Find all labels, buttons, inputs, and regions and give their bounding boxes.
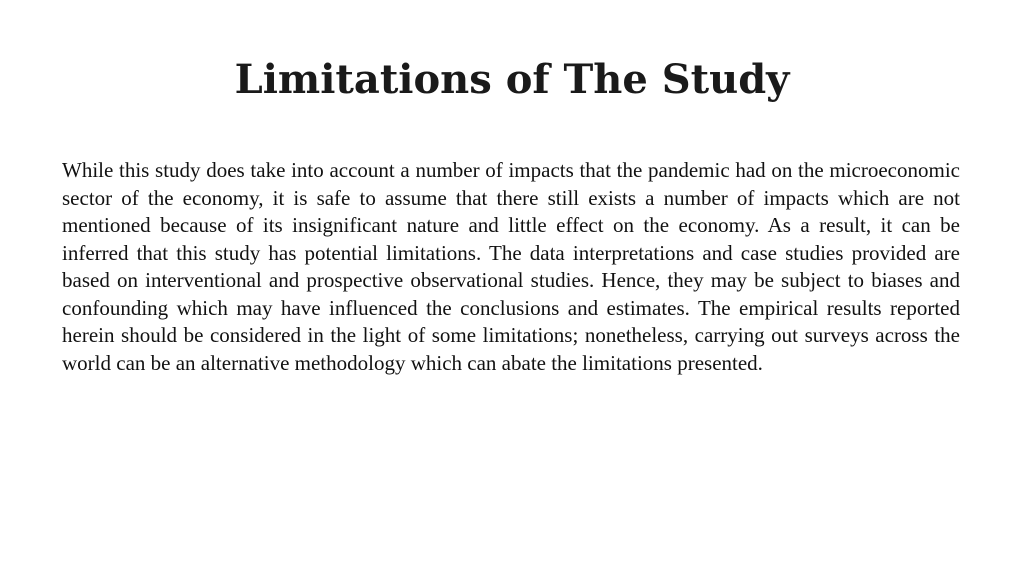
slide-body-paragraph: While this study does take into account a number of impacts that the pandemic had on the microeconomic sector of the economy, it is safe to assume that there still exists a number of impacts which are not mentioned because of its insignificant nature and little effect on the economy. As a result, it can be inferred that this study has potential limitations. The data interpretations and case studies provided are based on interventional and prospective observational studies. Hence, they may be subject to biases and confounding which may have influenced the conclusions and estimates. The empirical results reported herein should be considered in the light of some limitations; nonetheless, carrying out surveys across the world can be an alternative methodology which can abate the limitations presented. bbox=[62, 158, 960, 375]
slide-title: Limitations of The Study bbox=[234, 56, 790, 103]
